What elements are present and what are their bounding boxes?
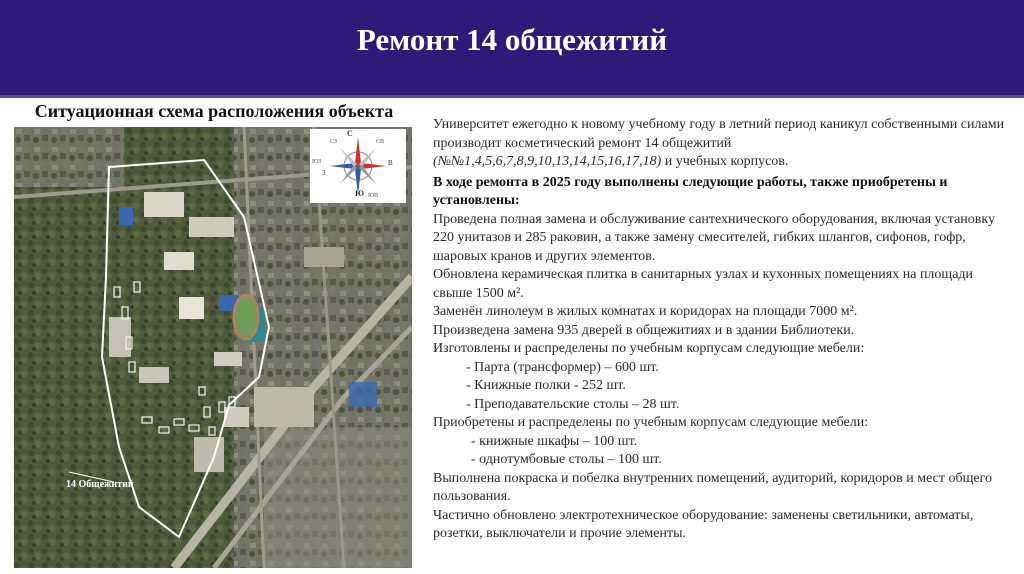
- furniture-made-item: - Преподавательские столы – 28 шт.: [466, 396, 680, 412]
- map-area-label: 14 Общежитий: [66, 479, 134, 490]
- work-item: Произведена замена 935 дверей в общежитиях и в здании Библиотеки.: [433, 322, 855, 338]
- compass-rose: [310, 129, 406, 203]
- compass-southeast: ЮВ: [368, 193, 379, 199]
- compass-north: С: [347, 129, 353, 138]
- furniture-made-item: - Книжные полки - 252 шт.: [466, 378, 626, 393]
- satellite-map: [14, 127, 412, 568]
- dormitory-numbers: (№№1,4,5,6,7,8,9,10,13,14,15,16,17,18): [433, 154, 662, 169]
- work-item: Обновлена керамическая плитка в санитарных узлах и кухонных помещениях на площади свыше 1500 м².: [433, 267, 974, 301]
- work-item: Изготовлены и распределены по учебным корпусам следующие мебели:: [433, 341, 865, 356]
- intro-paragraph: [433, 116, 1005, 172]
- furniture-bought-item: - книжные шкафы – 100 шт.: [471, 433, 638, 449]
- work-item: Проведена полная замена и обслуживание сантехнического оборудования, включая установку 220 унитазов и 285 раковин, а также замену смесителей, гибких шлангов, сифонов, гофр, шаровых кранов и других элементов.: [433, 211, 996, 264]
- works-heading: В ходе ремонта в 2025 году выполнены следующие работы, также приобретены и установлены:: [433, 174, 948, 208]
- outro-item: Выполнена покраска и побелка внутренних помещений, аудиторий, коридоров и мест общего пользования.: [433, 470, 992, 504]
- compass-south: Ю: [355, 189, 365, 198]
- furniture-bought-item: - однотумбовые столы – 100 шт.: [471, 452, 662, 467]
- compass-west: З: [322, 169, 326, 177]
- title-bar-divider: [0, 95, 1024, 98]
- map-caption: Ситуационная схема расположения объекта: [34, 101, 394, 121]
- intro-text-end: и учебных корпусов.: [661, 154, 789, 169]
- compass-northwest: СЗ: [330, 139, 338, 145]
- compass-east: В: [388, 159, 393, 167]
- furniture-made-item: - Парта (трансформер) – 600 шт.: [466, 359, 659, 375]
- page-title: Ремонт 14 общежитий: [356, 22, 668, 57]
- intro-text: Университет ежегодно к новому учебному году в летний период каникул собственными силами производит косметический ремонт 14 общежитий: [433, 117, 1005, 151]
- repair-description: [433, 116, 1005, 544]
- outro-item: Частично обновлено электротехническое оборудование: заменены светильники, автоматы, розетки, выключатели и прочие элементы.: [433, 507, 974, 541]
- purchased-heading: Приобретены и распределены по учебным корпусам следующие мебели:: [433, 415, 869, 430]
- compass-southwest: ЮЗ: [312, 159, 322, 165]
- work-item: Заменён линолеум в жилых комнатах и коридорах на площади 7000 м².: [433, 304, 858, 319]
- compass-northeast: СВ: [376, 139, 385, 145]
